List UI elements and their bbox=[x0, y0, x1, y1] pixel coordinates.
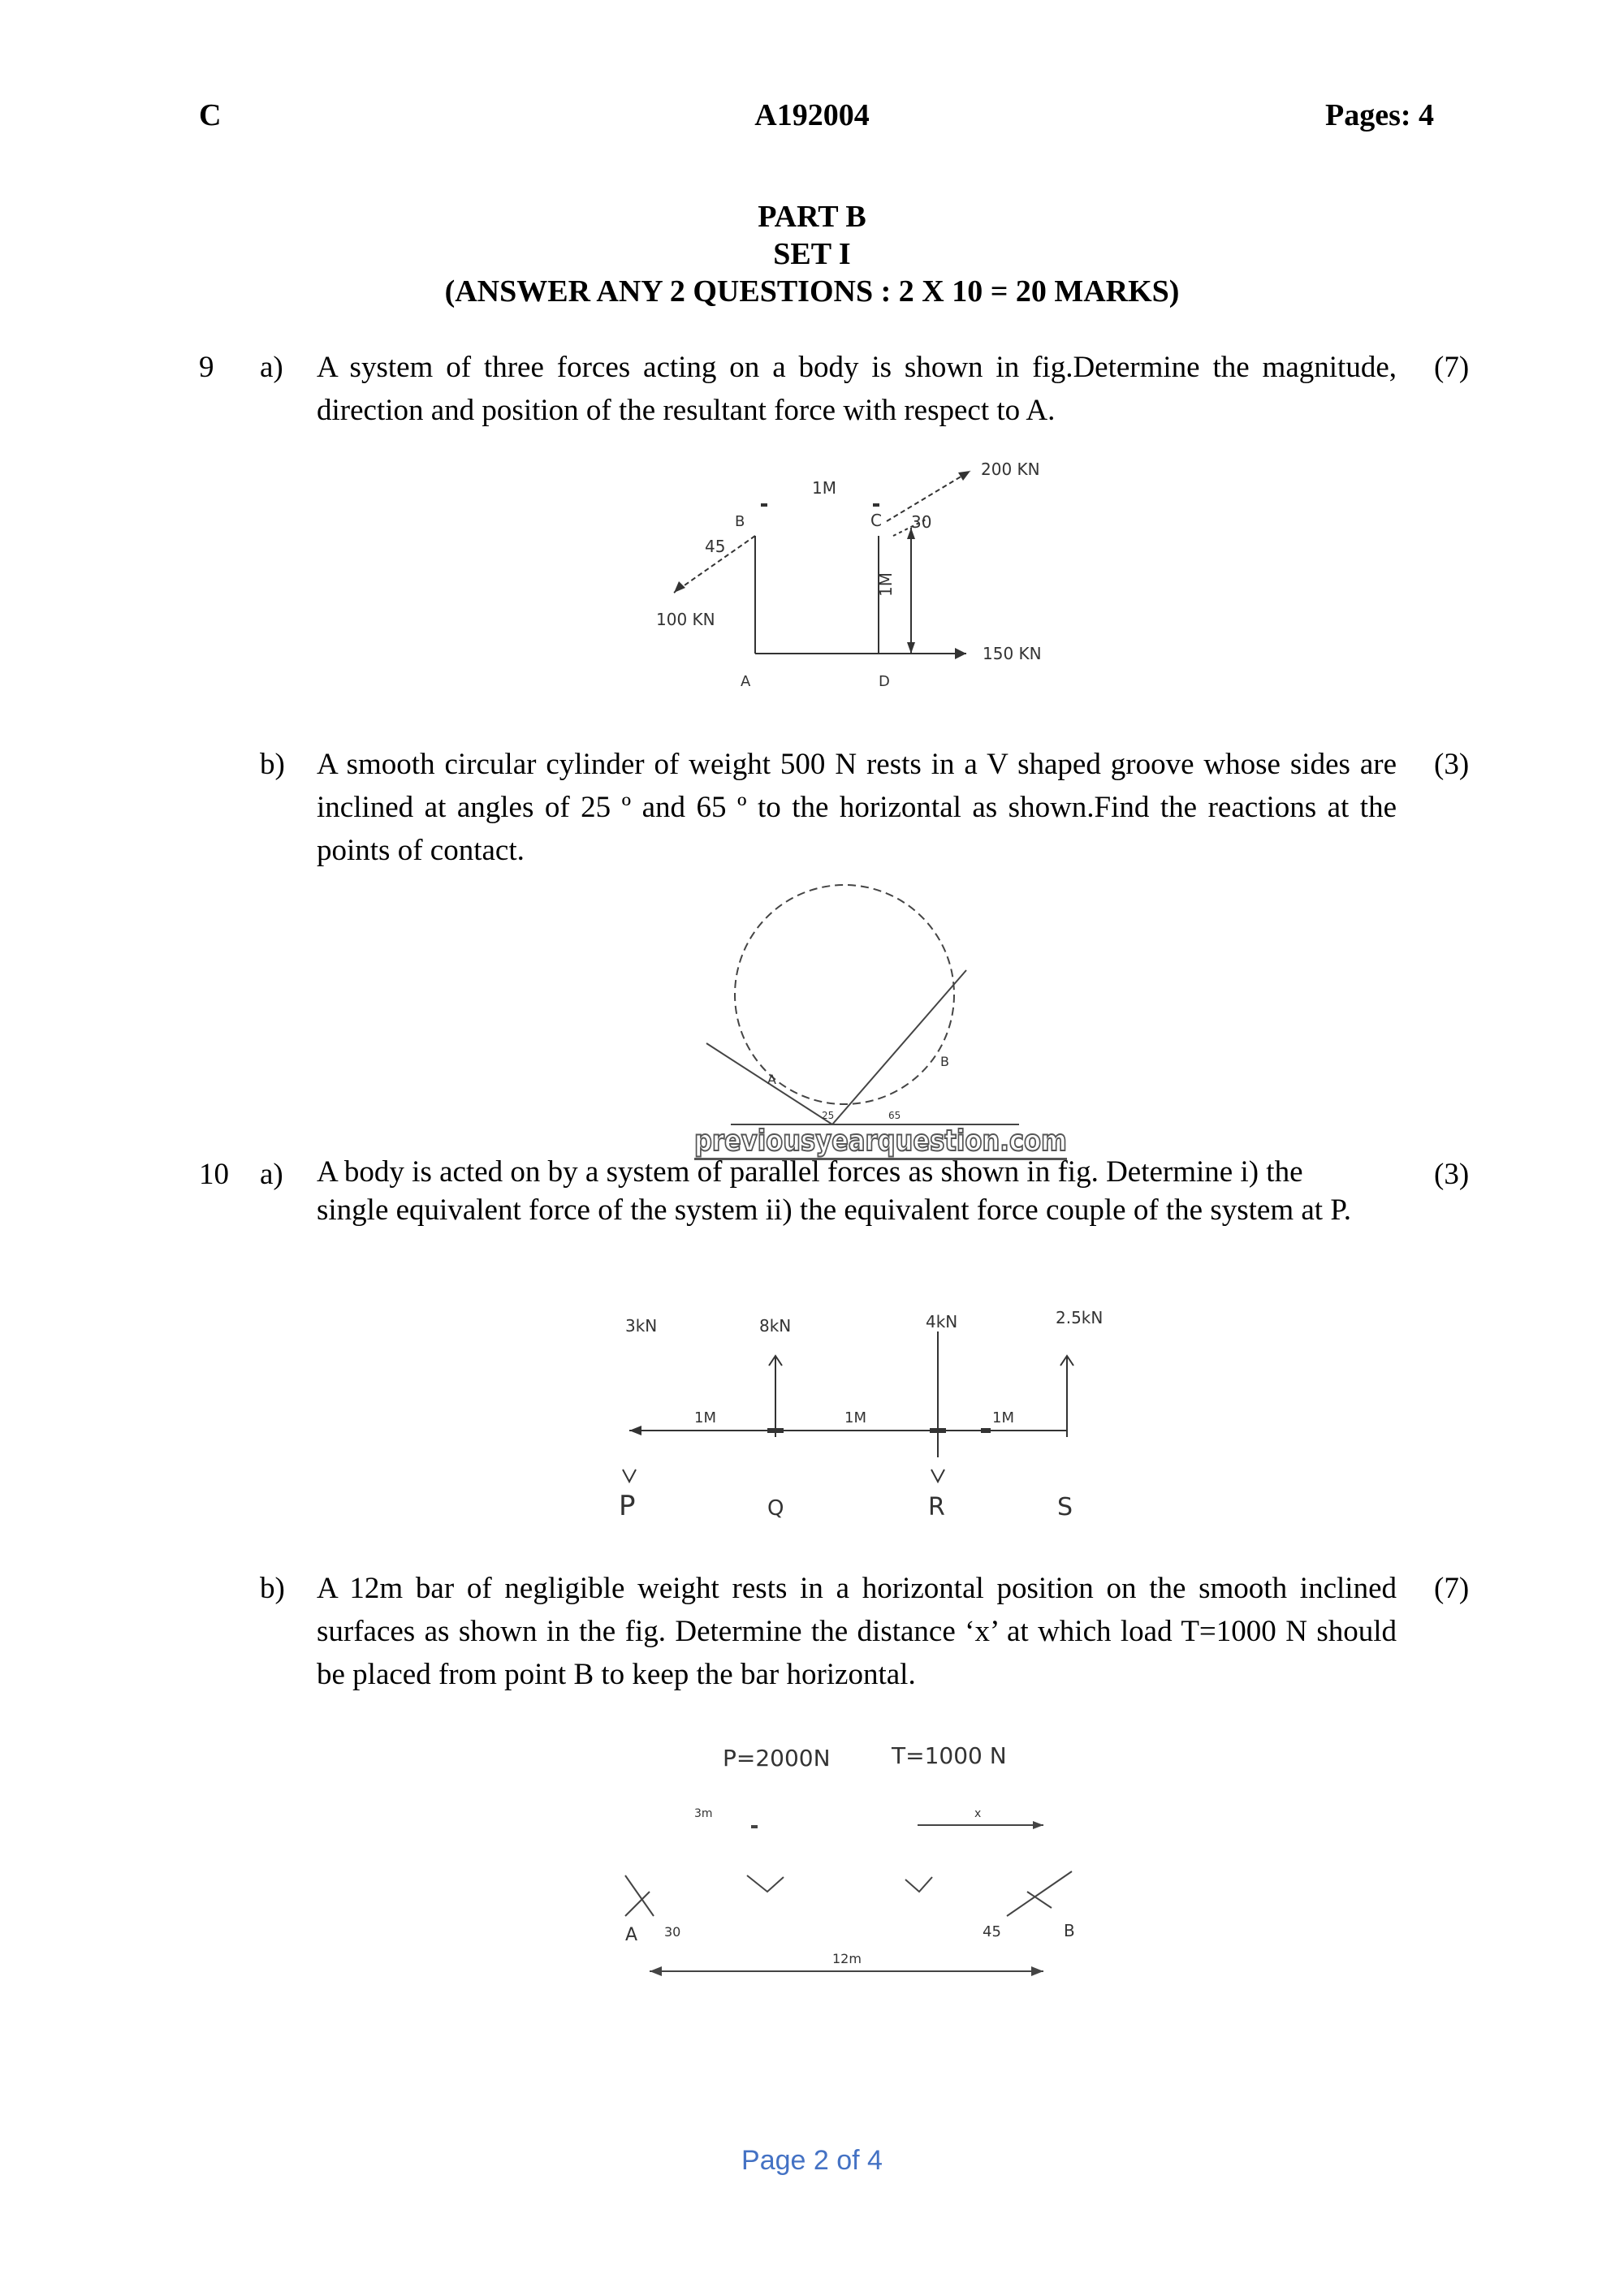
watermark: previousyearquestion.com bbox=[694, 1124, 1067, 1160]
label-25: 25 bbox=[822, 1110, 835, 1121]
label-b: B bbox=[1064, 1921, 1075, 1940]
figure-q9b bbox=[690, 861, 1031, 1137]
question-text: A system of three forces acting on a body is shown in fig.Determine the magnitude, direction and position of the resultant force with respect to A. bbox=[317, 351, 1397, 427]
label-d3: 1M bbox=[992, 1409, 1014, 1426]
label-3kn: 3kN bbox=[625, 1316, 658, 1336]
label-4kn: 4kN bbox=[926, 1312, 958, 1331]
label-d2: 1M bbox=[844, 1409, 866, 1426]
label-45: 45 bbox=[705, 537, 726, 556]
label-1m-side: 1M bbox=[876, 572, 896, 597]
question-text: A body is acted on by a system of parallel forces as shown in fig. Determine i) the single equivalent force of the system ii) the equivalent force couple of the system at P. bbox=[317, 1155, 1352, 1227]
sub-label: b) bbox=[260, 748, 285, 781]
label-t: T=1000 N bbox=[892, 1742, 1007, 1769]
paper-code: A192004 bbox=[754, 98, 870, 132]
sub-label: b) bbox=[260, 1572, 285, 1605]
label-r: R bbox=[928, 1493, 945, 1521]
label-1m-top: 1M bbox=[812, 478, 836, 498]
label-a: A bbox=[741, 673, 751, 690]
marks: (3) bbox=[1434, 748, 1470, 781]
question-number: 9 bbox=[199, 351, 214, 384]
sub-label: a) bbox=[260, 351, 283, 384]
set-code: C bbox=[199, 98, 222, 132]
label-s: S bbox=[1057, 1493, 1073, 1521]
figure-q10b bbox=[609, 1729, 1096, 1989]
label-d: D bbox=[879, 673, 890, 690]
label-c: C bbox=[870, 511, 882, 530]
label-b: B bbox=[940, 1054, 949, 1069]
label-200kn: 200 KN bbox=[981, 460, 1040, 479]
figure-q10a bbox=[601, 1291, 1129, 1526]
label-150kn: 150 KN bbox=[983, 644, 1042, 663]
part-title: PART B bbox=[758, 200, 866, 234]
label-25kn: 2.5kN bbox=[1056, 1308, 1104, 1327]
label-d1: 1M bbox=[694, 1409, 716, 1426]
sub-label: a) bbox=[260, 1158, 283, 1191]
question-text: A smooth circular cylinder of weight 500 N rests in a V shaped groove whose sides are inclined at angles of 25 º and 65 º to the horizontal as shown.Find the reactions at the points of contact. bbox=[317, 748, 1397, 867]
marks: (7) bbox=[1434, 351, 1470, 384]
marks: (3) bbox=[1434, 1158, 1470, 1191]
label-a: A bbox=[625, 1925, 638, 1945]
label-q: Q bbox=[767, 1496, 784, 1521]
label-3m: 3m bbox=[694, 1807, 713, 1820]
label-p: P=2000N bbox=[723, 1745, 831, 1772]
instruction: (ANSWER ANY 2 QUESTIONS : 2 X 10 = 20 MARKS) bbox=[444, 274, 1180, 309]
page-footer: Page 2 of 4 bbox=[741, 2145, 883, 2176]
label-p: P bbox=[619, 1490, 636, 1522]
label-b: B bbox=[735, 513, 745, 530]
label-30: 30 bbox=[664, 1924, 681, 1940]
label-45: 45 bbox=[983, 1923, 1001, 1940]
label-12m: 12m bbox=[832, 1951, 862, 1966]
label-100kn: 100 KN bbox=[656, 610, 715, 629]
label-30: 30 bbox=[911, 512, 932, 532]
figure-q9a bbox=[633, 447, 1088, 698]
page-count: Pages: 4 bbox=[1325, 98, 1435, 132]
label-8kn: 8kN bbox=[759, 1316, 792, 1336]
marks: (7) bbox=[1434, 1572, 1470, 1605]
label-x: x bbox=[974, 1807, 982, 1820]
label-65: 65 bbox=[888, 1110, 901, 1121]
label-a: A bbox=[767, 1072, 776, 1087]
question-text: A 12m bar of negligible weight rests in a horizontal position on the smooth inclined surfaces as shown in the fig. Determine the distance ‘x’ at which load T=1000 N should be placed from point B to keep the bar horizontal. bbox=[317, 1572, 1397, 1691]
question-number: 10 bbox=[199, 1158, 229, 1191]
set-title: SET I bbox=[773, 237, 851, 271]
